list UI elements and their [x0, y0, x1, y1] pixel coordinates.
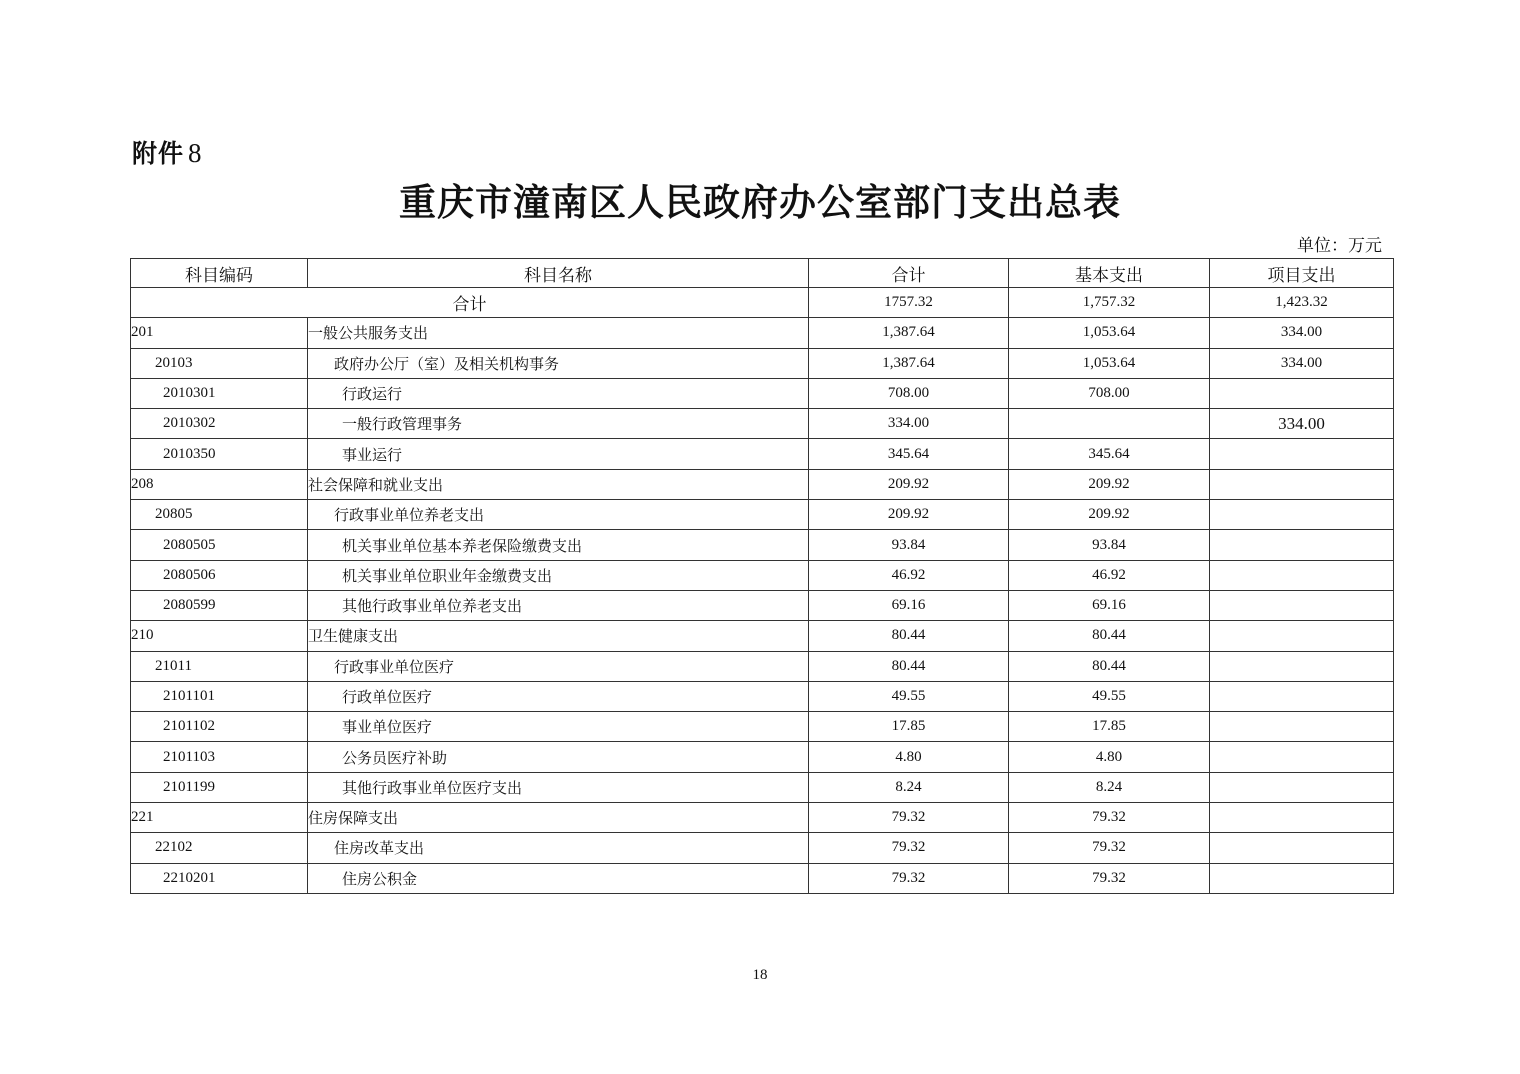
row-total: 209.92 — [809, 500, 1009, 530]
total-row-label: 合计 — [131, 288, 809, 318]
row-basic: 708.00 — [1009, 378, 1210, 408]
row-name: 机关事业单位职业年金缴费支出 — [308, 560, 809, 590]
row-name: 其他行政事业单位医疗支出 — [308, 772, 809, 802]
table-row — [131, 500, 1394, 530]
row-total: 93.84 — [809, 530, 1009, 560]
header-project: 项目支出 — [1210, 259, 1394, 288]
table-row — [131, 348, 1394, 378]
row-name: 机关事业单位基本养老保险缴费支出 — [308, 530, 809, 560]
row-code: 20805 — [131, 500, 308, 530]
table-row — [131, 590, 1394, 620]
total-row — [131, 288, 1394, 318]
row-name: 行政单位医疗 — [308, 681, 809, 711]
table-row — [131, 318, 1394, 348]
page-title: 重庆市潼南区人民政府办公室部门支出总表 — [399, 180, 1121, 224]
row-basic: 79.32 — [1009, 863, 1210, 893]
row-basic: 79.32 — [1009, 833, 1210, 863]
row-total: 69.16 — [809, 590, 1009, 620]
row-project — [1210, 833, 1394, 863]
row-code: 2101199 — [131, 772, 308, 802]
row-basic: 209.92 — [1009, 500, 1210, 530]
table-row — [131, 409, 1394, 439]
row-total: 80.44 — [809, 651, 1009, 681]
row-project — [1210, 590, 1394, 620]
row-code: 2210201 — [131, 863, 308, 893]
row-total: 209.92 — [809, 469, 1009, 499]
row-basic: 49.55 — [1009, 681, 1210, 711]
row-code: 22102 — [131, 833, 308, 863]
row-project — [1210, 803, 1394, 833]
row-code: 210 — [131, 621, 308, 651]
row-code: 2080505 — [131, 530, 308, 560]
row-code: 2080599 — [131, 590, 308, 620]
table-row — [131, 833, 1394, 863]
row-total: 1,387.64 — [809, 318, 1009, 348]
table-row — [131, 469, 1394, 499]
row-total: 80.44 — [809, 621, 1009, 651]
table-row — [131, 560, 1394, 590]
row-total: 79.32 — [809, 803, 1009, 833]
row-name: 行政运行 — [308, 378, 809, 408]
row-total: 79.32 — [809, 833, 1009, 863]
table-row — [131, 863, 1394, 893]
attachment-label — [132, 134, 203, 170]
row-code: 221 — [131, 803, 308, 833]
row-project — [1210, 651, 1394, 681]
row-project — [1210, 530, 1394, 560]
table-row — [131, 530, 1394, 560]
row-basic: 80.44 — [1009, 621, 1210, 651]
row-total: 46.92 — [809, 560, 1009, 590]
row-project — [1210, 621, 1394, 651]
header-basic: 基本支出 — [1009, 259, 1210, 288]
row-name: 政府办公厅（室）及相关机构事务 — [308, 348, 809, 378]
row-project — [1210, 772, 1394, 802]
row-code: 2010350 — [131, 439, 308, 469]
row-name: 住房公积金 — [308, 863, 809, 893]
row-basic: 8.24 — [1009, 772, 1210, 802]
row-total: 345.64 — [809, 439, 1009, 469]
row-total: 49.55 — [809, 681, 1009, 711]
row-name: 一般行政管理事务 — [308, 409, 809, 439]
table-row — [131, 742, 1394, 772]
row-basic: 93.84 — [1009, 530, 1210, 560]
row-name: 行政事业单位养老支出 — [308, 500, 809, 530]
row-total: 17.85 — [809, 712, 1009, 742]
table-row — [131, 681, 1394, 711]
row-project — [1210, 469, 1394, 499]
row-project — [1210, 742, 1394, 772]
row-total: 4.80 — [809, 742, 1009, 772]
row-code: 201 — [131, 318, 308, 348]
table-row — [131, 621, 1394, 651]
total-row-basic: 1,757.32 — [1009, 288, 1210, 318]
header-name: 科目名称 — [308, 259, 809, 288]
table-row — [131, 712, 1394, 742]
unit-label: 单位：万元 — [1297, 236, 1382, 256]
row-basic: 1,053.64 — [1009, 318, 1210, 348]
row-name: 行政事业单位医疗 — [308, 651, 809, 681]
attachment-text: 附件 — [132, 139, 185, 168]
row-project — [1210, 378, 1394, 408]
row-basic: 209.92 — [1009, 469, 1210, 499]
page-number: 18 — [752, 967, 768, 983]
row-code: 2101101 — [131, 681, 308, 711]
row-basic: 4.80 — [1009, 742, 1210, 772]
row-name: 事业运行 — [308, 439, 809, 469]
row-code: 208 — [131, 469, 308, 499]
row-project — [1210, 863, 1394, 893]
row-code: 2101103 — [131, 742, 308, 772]
row-basic: 46.92 — [1009, 560, 1210, 590]
table-header-row — [131, 259, 1394, 288]
table-row — [131, 378, 1394, 408]
table-body — [131, 288, 1394, 894]
row-name: 公务员医疗补助 — [308, 742, 809, 772]
row-name: 卫生健康支出 — [308, 621, 809, 651]
total-row-total: 1757.32 — [809, 288, 1009, 318]
row-name: 住房保障支出 — [308, 803, 809, 833]
row-total: 1,387.64 — [809, 348, 1009, 378]
row-project: 334.00 — [1210, 409, 1394, 439]
row-name: 事业单位医疗 — [308, 712, 809, 742]
row-basic — [1009, 409, 1210, 439]
table-row — [131, 439, 1394, 469]
row-name: 一般公共服务支出 — [308, 318, 809, 348]
header-total: 合计 — [809, 259, 1009, 288]
row-basic: 79.32 — [1009, 803, 1210, 833]
expenditure-table — [130, 258, 1394, 894]
row-project — [1210, 439, 1394, 469]
row-total: 708.00 — [809, 378, 1009, 408]
row-project — [1210, 560, 1394, 590]
row-total: 8.24 — [809, 772, 1009, 802]
row-project — [1210, 712, 1394, 742]
row-code: 2010301 — [131, 378, 308, 408]
row-name: 住房改革支出 — [308, 833, 809, 863]
header-code: 科目编码 — [131, 259, 308, 288]
row-name: 其他行政事业单位养老支出 — [308, 590, 809, 620]
row-basic: 17.85 — [1009, 712, 1210, 742]
row-code: 2101102 — [131, 712, 308, 742]
table-row — [131, 651, 1394, 681]
row-total: 334.00 — [809, 409, 1009, 439]
row-code: 2010302 — [131, 409, 308, 439]
table-row — [131, 803, 1394, 833]
row-code: 21011 — [131, 651, 308, 681]
row-total: 79.32 — [809, 863, 1009, 893]
table-row — [131, 772, 1394, 802]
total-row-project: 1,423.32 — [1210, 288, 1394, 318]
row-code: 20103 — [131, 348, 308, 378]
row-basic: 345.64 — [1009, 439, 1210, 469]
row-basic: 69.16 — [1009, 590, 1210, 620]
row-project — [1210, 681, 1394, 711]
row-project: 334.00 — [1210, 318, 1394, 348]
row-project — [1210, 500, 1394, 530]
row-basic: 1,053.64 — [1009, 348, 1210, 378]
row-code: 2080506 — [131, 560, 308, 590]
row-project: 334.00 — [1210, 348, 1394, 378]
row-basic: 80.44 — [1009, 651, 1210, 681]
row-name: 社会保障和就业支出 — [308, 469, 809, 499]
attachment-number: 8 — [188, 138, 203, 168]
